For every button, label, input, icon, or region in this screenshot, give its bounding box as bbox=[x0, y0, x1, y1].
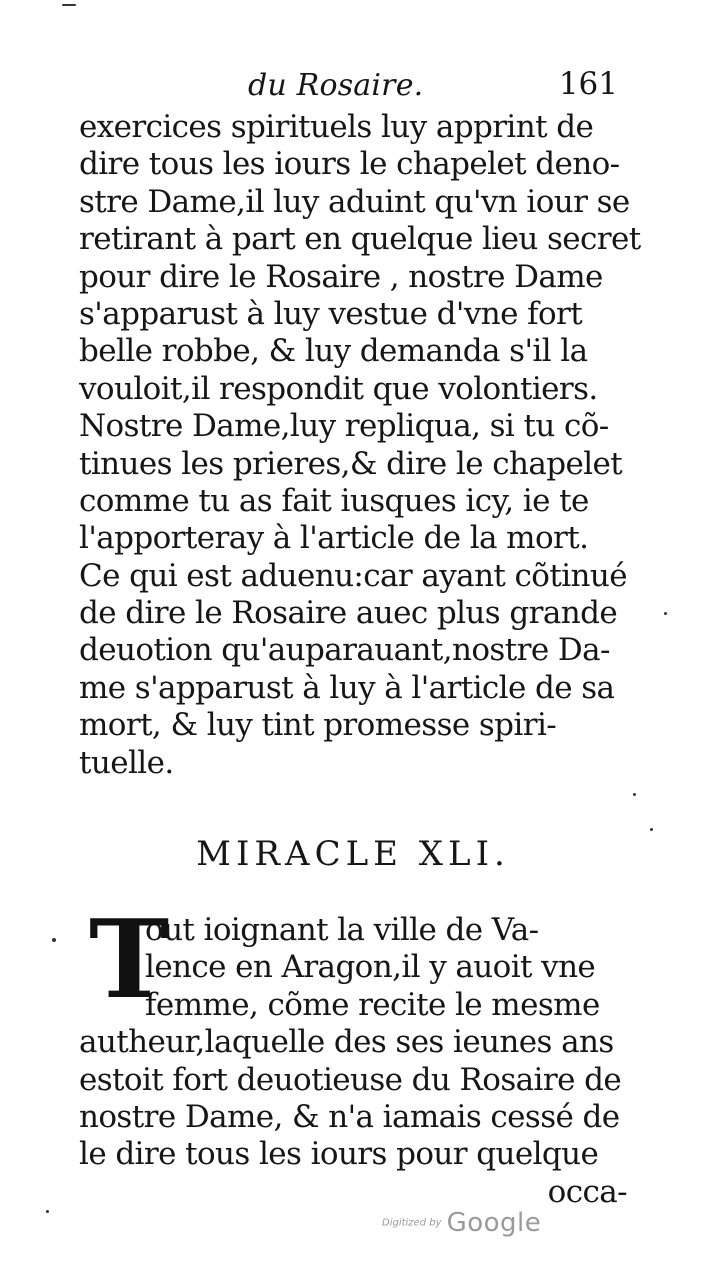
text-line: comme tu as fait iusques icy, ie te bbox=[79, 482, 589, 519]
text-line: Nostre Dame,luy repliqua, si tu cõ- bbox=[79, 408, 609, 445]
ink-speck bbox=[62, 4, 76, 6]
text-line: mort, & luy tint promesse spiri- bbox=[79, 707, 557, 744]
text-line: autheur,laquelle des ses ieunes ans bbox=[79, 1024, 614, 1061]
page-header bbox=[248, 62, 618, 102]
text-line: out ioignant la ville de Va- bbox=[145, 912, 539, 948]
text-line: de dire le Rosaire auec plus grande bbox=[79, 595, 618, 632]
text-line: Ce qui est aduenu:car ayant cõtinué bbox=[79, 557, 628, 594]
text-line: tuelle. bbox=[79, 744, 174, 781]
digitization-watermark bbox=[382, 1208, 541, 1238]
ink-speck bbox=[650, 828, 653, 831]
text-line: lence en Aragon,il y auoit vne bbox=[145, 949, 596, 986]
text-line: deuotion qu'auparauant,nostre Da- bbox=[79, 632, 610, 669]
ink-speck bbox=[46, 1210, 49, 1213]
catchword: occa- bbox=[547, 1173, 627, 1210]
text-line: l'apporteray à l'article de la mort. bbox=[79, 520, 589, 557]
text-line: belle robbe, & luy demanda s'il la bbox=[79, 333, 588, 370]
body-text bbox=[79, 109, 641, 782]
section-heading: MIRACLE XLI. bbox=[196, 834, 510, 874]
running-head: du Rosaire. bbox=[248, 68, 424, 103]
text-line: me s'apparust à luy à l'article de sa bbox=[79, 669, 615, 706]
watermark-prefix: Digitized by bbox=[382, 1217, 442, 1229]
text-line: tinues les prieres,& dire le chapelet bbox=[79, 445, 623, 482]
page-number: 161 bbox=[558, 66, 618, 102]
text-line: retirant à part en quelque lieu secret bbox=[79, 221, 641, 258]
text-line: s'apparust à luy vestue d'vne fort bbox=[79, 295, 583, 332]
text-line: dire tous les iours le chapelet deno- bbox=[79, 146, 620, 183]
text-line: pour dire le Rosaire , nostre Dame bbox=[79, 258, 603, 295]
text-line: vouloit,il respondit que volontiers. bbox=[79, 370, 598, 407]
ink-speck bbox=[664, 612, 667, 615]
text-line: stre Dame,il luy aduint qu'vn iour se bbox=[79, 183, 630, 220]
miracle-text bbox=[79, 897, 627, 1211]
drop-cap: T bbox=[89, 897, 170, 1023]
text-line: exercices spirituels luy apprint de bbox=[79, 109, 594, 145]
text-line: femme, cõme recite le mesme bbox=[145, 986, 600, 1023]
text-line: le dire tous les iours pour quelque bbox=[79, 1136, 599, 1173]
text-line: nostre Dame, & n'a iamais cessé de bbox=[79, 1098, 620, 1135]
ink-speck bbox=[633, 793, 636, 796]
text-line: estoit fort deuotieuse du Rosaire de bbox=[79, 1061, 622, 1098]
ink-speck bbox=[52, 938, 56, 942]
watermark-logo: Google bbox=[446, 1208, 542, 1238]
